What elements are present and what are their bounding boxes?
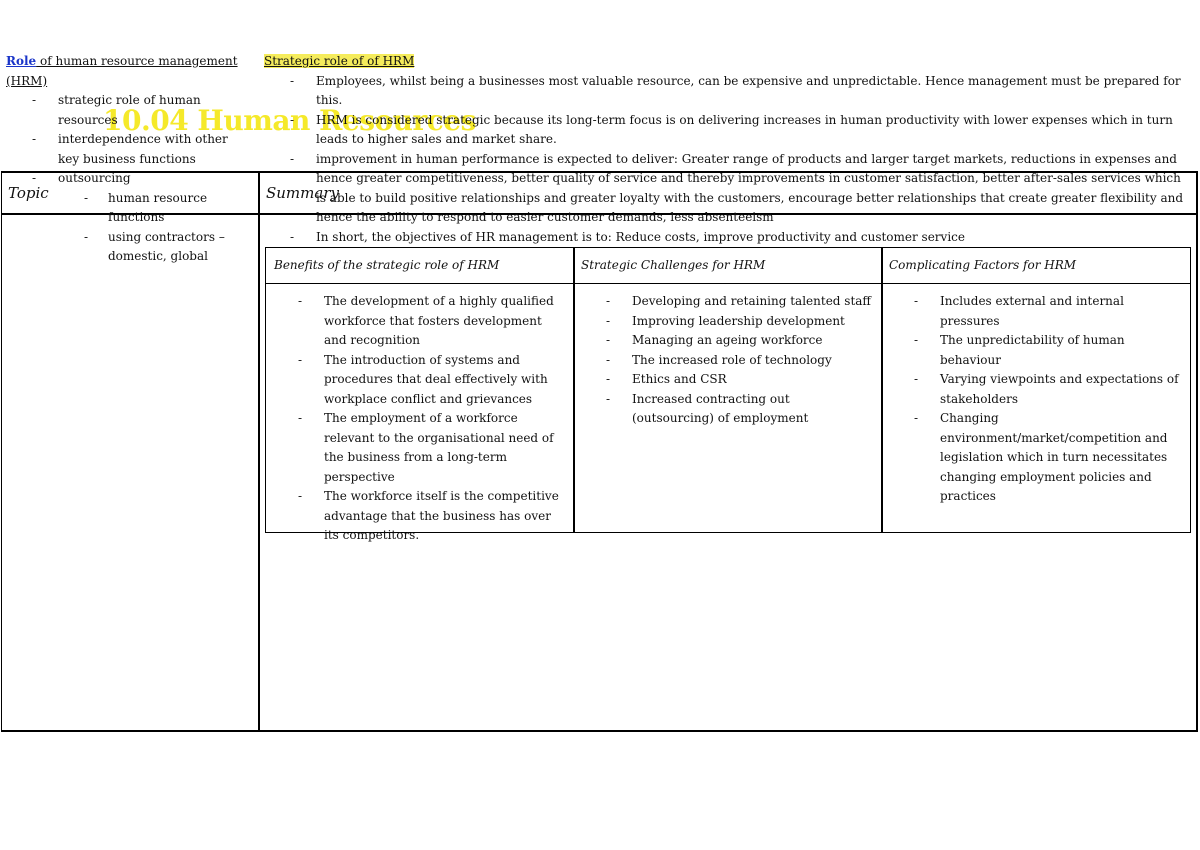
header-benefits: Benefits of the strategic role of HRM <box>274 258 500 272</box>
list-item: - Developing and retaining talented staff <box>574 292 874 312</box>
column-divider <box>258 173 260 730</box>
summary-list <box>264 72 1192 248</box>
list-item: - strategic role of human resources <box>6 91 250 130</box>
summary-cell <box>264 52 1192 247</box>
list-item: - Employees, whilst being a businesses most valuable resource, can be expensive and unpredictable. Hence management must be prepared for this. <box>264 72 1192 111</box>
topic-cell <box>6 52 250 267</box>
list-item: - The development of a highly qualified workforce that fosters development and recognition <box>266 292 566 351</box>
list-item: - The employment of a workforce relevant to the organisational need of the business from a long-term perspective <box>266 409 566 487</box>
topic-heading-text: of human resource management (HRM) <box>6 54 238 88</box>
header-summary: Summary <box>266 184 339 202</box>
list-item: - The workforce itself is the competitive advantage that the business has over its competitors. <box>266 487 566 546</box>
list-item: - HRM is considered strategic because its long-term focus is on delivering increases in human productivity with lower expenses which in turn leads to higher sales and market share. <box>264 111 1192 150</box>
challenges-list <box>574 292 874 429</box>
list-item: - Varying viewpoints and expectations of stakeholders <box>882 370 1182 409</box>
list-item: - Ethics and CSR <box>574 370 874 390</box>
list-item: - In short, the objectives of HR management is to: Reduce costs, improve productivity and customer service <box>264 228 1192 248</box>
list-item: - Improving leadership development <box>574 312 874 332</box>
page-title: 10.04 Human Resources <box>103 104 476 137</box>
challenges-cell <box>574 292 874 429</box>
hrm-factors-table <box>265 247 1191 542</box>
list-item: - Managing an ageing workforce <box>574 331 874 351</box>
list-item: - Includes external and internal pressures <box>882 292 1182 331</box>
list-item: - interdependence with other key business functions <box>6 130 250 169</box>
summary-heading: Strategic role of of HRM <box>264 54 415 68</box>
benefits-list <box>266 292 566 546</box>
list-item-label: outsourcing <box>58 171 131 185</box>
header-factors: Complicating Factors for HRM <box>889 258 1077 272</box>
list-item: - Increased contracting out (outsourcing) of employment <box>574 390 874 429</box>
list-item <box>6 169 250 267</box>
role-link[interactable]: Role <box>6 54 37 68</box>
topic-sublist <box>58 189 250 267</box>
factors-cell <box>882 292 1182 507</box>
benefits-cell <box>266 292 566 546</box>
list-item: - The unpredictability of human behaviour <box>882 331 1182 370</box>
topic-heading <box>6 52 250 91</box>
list-item: - Changing environment/market/competition and legislation which in turn necessitates changing employment policies and practices <box>882 409 1182 507</box>
list-item: - using contractors – domestic, global <box>58 228 250 267</box>
list-item: - The introduction of systems and procedures that deal effectively with workplace conflict and grievances <box>266 351 566 410</box>
list-item: - human resource functions <box>58 189 250 228</box>
list-item: - The increased role of technology <box>574 351 874 371</box>
factors-list <box>882 292 1182 507</box>
topic-list <box>6 91 250 267</box>
header-challenges: Strategic Challenges for HRM <box>581 258 766 272</box>
header-topic: Topic <box>8 184 49 202</box>
list-item: - improvement in human performance is expected to deliver: Greater range of products and larger target markets, reductions in expenses and hence greater competitiveness, better quality of service and thereby improvements in customer satisfaction, better after-sales services which is able to build positive relationships and greater loyalty with the customers, encourage better relationships that create greater flexibility and hence the ability to respond to easier customer demands, less absenteeism <box>264 150 1192 228</box>
